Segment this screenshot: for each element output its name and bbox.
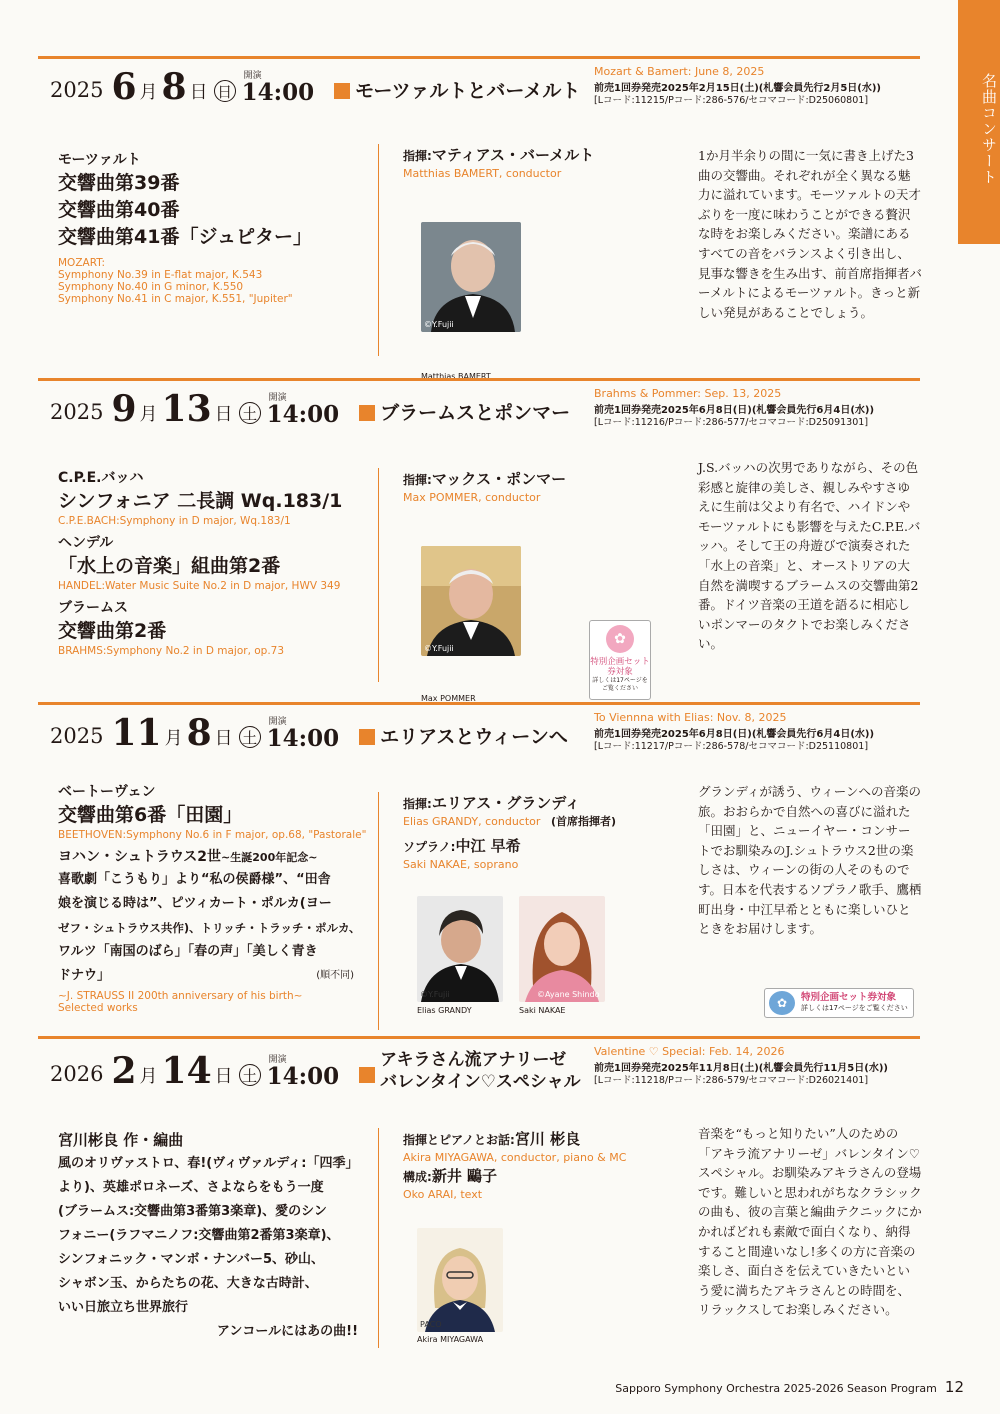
composer: C.P.E.バッハ bbox=[58, 470, 144, 486]
work-list-line: 風のオリヴァストロ、春!(ヴィヴァルディ:「四季」 bbox=[58, 1156, 359, 1171]
performer-name: マティアス・バーメルト bbox=[431, 146, 595, 164]
photo-caption: Saki NAKAE bbox=[519, 1006, 566, 1015]
page-number: 12 bbox=[944, 1378, 964, 1396]
day-of-week: 土 bbox=[239, 402, 261, 424]
concert-description: 1か月半余りの間に一気に書き上げた3曲の交響曲。それぞれが全く異なる魅力に溢れています。モーツァルトの天才ぶりを一度に味わうことができる贅沢な時をお楽しみください。楽譜にあるすべての音をバランスよく引き出し、見事な響きを生み出す、前首席指揮者バーメルトによるモーツァルト。きっと新しい発見があることでしょう。 bbox=[698, 148, 923, 320]
date-month: 6 bbox=[111, 66, 137, 108]
photo-caption: Elias GRANDY bbox=[417, 1006, 472, 1015]
work-title: 「水上の音楽」組曲第2番 bbox=[58, 555, 281, 577]
text-author-name-en: Oko ARAI, text bbox=[403, 1188, 483, 1201]
soprano-name-en: Saki NAKAE, soprano bbox=[403, 858, 519, 871]
photo-credit: PACO bbox=[420, 1320, 442, 1329]
ticket-sale-info: 前売1回券発売2025年6月8日(日)(札響会員先行6月4日(水)) bbox=[594, 729, 875, 740]
conductor-name bbox=[403, 792, 580, 815]
work-list-line: ワルツ「南国のばら」「春の声」「美しく青き bbox=[58, 944, 318, 959]
concert-title-en: To Viennna with Elias: Nov. 8, 2025 bbox=[594, 711, 787, 724]
ticket-sale-info: 前売1回券発売2025年6月8日(日)(札響会員先行6月4日(水)) bbox=[594, 405, 875, 416]
date-day: 13 bbox=[161, 388, 212, 430]
concert-header bbox=[38, 1036, 920, 1104]
work-title: 交響曲第2番 bbox=[58, 620, 167, 642]
photo-caption: Max POMMER bbox=[421, 694, 476, 703]
day-of-week: 土 bbox=[239, 1064, 261, 1086]
date-month: 11 bbox=[111, 712, 162, 754]
flower-badge-icon: ✿ bbox=[606, 625, 634, 653]
work-title-en: BRAHMS:Symphony No.2 in D major, op.73 bbox=[58, 645, 285, 657]
concert-section-1 bbox=[38, 56, 923, 381]
date-year: 2025 bbox=[50, 78, 104, 102]
work-list-line: シンフォニック・マンボ・ナンバー5、砂山、 bbox=[58, 1252, 324, 1267]
conductor-name-en-text: Elias GRANDY, conductor bbox=[403, 815, 541, 828]
soprano-name bbox=[403, 835, 580, 858]
concert-title: ブラームスとポンマー bbox=[380, 402, 571, 424]
concert-title: エリアスとウィーンへ bbox=[380, 726, 568, 748]
start-time: 14:00 bbox=[266, 1063, 340, 1090]
start-label: 開演 bbox=[268, 393, 287, 403]
work-title: シンフォニア 二長調 Wq.183/1 bbox=[58, 490, 343, 512]
performer-name: マックス・ポンマー bbox=[431, 470, 567, 488]
footer-text: Sapporo Symphony Orchestra 2025-2026 Season Program bbox=[615, 1382, 937, 1395]
date-month: 9 bbox=[111, 388, 137, 430]
month-unit: 月 bbox=[139, 82, 158, 103]
composer: ブラームス bbox=[58, 600, 128, 616]
date-year: 2025 bbox=[50, 400, 104, 424]
photo-caption: Akira MIYAGAWA bbox=[417, 1335, 484, 1344]
encore-note: アンコールにはあの曲!! bbox=[216, 1324, 358, 1339]
ticket-sale-info: 前売1回券発売2025年11月8日(土)(札響会員先行11月5日(水)) bbox=[594, 1063, 888, 1074]
concert-title: モーツァルトとバーメルト bbox=[355, 80, 581, 102]
conductor-photo bbox=[417, 1228, 503, 1332]
ticket-codes: [Lコード:11218/Pコード:286-579/セコマコード:D26021401] bbox=[594, 1075, 869, 1086]
composer: 宮川彬良 作・編曲 bbox=[58, 1131, 184, 1149]
concert-header bbox=[38, 702, 920, 770]
month-unit: 月 bbox=[164, 728, 183, 749]
work-list-line: 娘を演じる時は”、ピツィカート・ポルカ(ヨー bbox=[58, 896, 332, 911]
work-list-line: ゼフ・シュトラウス共作)、トリッチ・トラッチ・ポルカ、 bbox=[58, 921, 361, 935]
concert-description: 音楽を“もっと知りたい”人のための「アキラ流アナリーゼ」バレンタイン♡スペシャル。お馴染みアキラさんの登場です。難しいと思われがちなクラシックの曲も、彼の言葉と編曲テクニックにかかればどれも素敵で面白くなり、納得すること間違いなし!多くの方に音楽の楽しさ、面白さを伝えていきたいという愛に満ちたアキラさんとの時間を、リラックスしてお楽しみください。 bbox=[698, 1126, 922, 1318]
soprano-photo bbox=[519, 896, 605, 1002]
title-square-icon bbox=[359, 729, 375, 745]
concert-description: J.S.バッハの次男でありながら、その色彩感と旋律の美しさ、親しみやすさゆえに生前は父より有名で、ハイドンやモーツァルトにも影響を与えたC.P.E.バッハ。そして王の舟遊びで演奏された「水上の音楽」と、オーストリアの大自然を満喫するブラームスの交響曲第2番。ドイツ音楽の王道を語るに相応しいポンマーのタクトでお楽しみください。 bbox=[698, 460, 921, 652]
conductor-name-en: Akira MIYAGAWA, conductor, piano & MC bbox=[403, 1151, 627, 1164]
concert-header bbox=[38, 56, 920, 124]
work-list-line: より)、英雄ポロネーズ、さよならをもう一度 bbox=[58, 1180, 324, 1195]
concert-title-line: バレンタイン♡スペシャル bbox=[380, 1072, 581, 1092]
composer-name: ヨハン・シュトラウス2世 bbox=[58, 849, 222, 865]
performer-name: エリアス・グランディ bbox=[431, 794, 581, 812]
composer: ベートーヴェン bbox=[58, 784, 156, 800]
start-label: 開演 bbox=[243, 71, 262, 81]
conductor-photo bbox=[417, 896, 503, 1002]
work-title: 交響曲第40番 bbox=[58, 199, 180, 221]
work-list-line: フォニー(ラフマニノフ:交響曲第2番第3楽章)、 bbox=[58, 1228, 340, 1243]
work-title-en: Symphony No.40 in G minor, K.550 bbox=[58, 281, 244, 293]
date-day: 8 bbox=[186, 712, 212, 754]
work-title-en: HANDEL:Water Music Suite No.2 in D major, HWV 349 bbox=[58, 580, 341, 592]
day-unit: 日 bbox=[214, 728, 233, 749]
work-title: 交響曲第41番「ジュピター」 bbox=[58, 226, 313, 248]
conductor-role: (首席指揮者) bbox=[551, 815, 617, 828]
photo-caption: Matthias BAMERT bbox=[421, 372, 491, 381]
work-title: 交響曲第39番 bbox=[58, 172, 180, 194]
day-of-week: 日 bbox=[214, 80, 236, 102]
ticket-codes: [Lコード:11216/Pコード:286-577/セコマコード:D25091301] bbox=[594, 417, 869, 428]
photo-credit: ©Y.Fujii bbox=[424, 644, 454, 653]
ticket-codes: [Lコード:11217/Pコード:286-578/セコマコード:D25110801] bbox=[594, 741, 869, 752]
work-list-line: (ブラームス:交響曲第3番第3楽章)、愛のシン bbox=[58, 1204, 327, 1219]
role-label: 指揮とピアノとお話: bbox=[403, 1133, 515, 1147]
day-unit: 日 bbox=[214, 404, 233, 425]
composer: ヘンデル bbox=[58, 535, 114, 551]
date-day: 8 bbox=[161, 66, 187, 108]
start-label: 開演 bbox=[268, 1055, 287, 1065]
start-label: 開演 bbox=[268, 717, 287, 727]
title-square-icon bbox=[359, 405, 375, 421]
concert-description: グランディが誘う、ウィーンへの音楽の旅。おおらかで自然への喜びに溢れた「田園」と、ニューイヤー・コンサートでお馴染みのJ.シュトラウス2世の楽しさは、ウィーンの街の人そのものです。日本を代表するソプラノ歌手、鷹栖町出身・中江早希とともに楽しいひとときをお届けします。 bbox=[698, 784, 922, 937]
performer-name: 中江 早希 bbox=[455, 837, 521, 855]
composer-note: ~生誕200年記念~ bbox=[221, 851, 318, 864]
concert-title-en: Mozart & Bamert: June 8, 2025 bbox=[594, 65, 765, 78]
work-title-en: MOZART: bbox=[58, 257, 106, 269]
role-label: ソプラノ: bbox=[403, 840, 456, 854]
work-title-en: Selected works bbox=[58, 1002, 138, 1014]
text-author-name bbox=[403, 1165, 626, 1188]
badge-label: 特別企画セット券対象 bbox=[590, 657, 650, 677]
badge-note: 詳しくは17ページをご覧ください bbox=[592, 677, 648, 692]
concert-section-3 bbox=[38, 702, 920, 1034]
order-note: (順不同) bbox=[316, 970, 354, 981]
work-title-en: BEETHOVEN:Symphony No.6 in F major, op.68, "Pastorale" bbox=[58, 829, 367, 841]
month-unit: 月 bbox=[139, 404, 158, 425]
photo-credit: ©Y.Fujii bbox=[424, 320, 454, 329]
photo-credit: ©Ayane Shindo bbox=[537, 990, 600, 999]
conductor-name bbox=[403, 144, 594, 167]
concert-title-line: アキラさん流アナリーゼ bbox=[380, 1050, 567, 1070]
concert-header bbox=[38, 378, 920, 446]
day-unit: 日 bbox=[189, 82, 208, 103]
start-time: 14:00 bbox=[241, 79, 315, 106]
page-footer bbox=[615, 1378, 964, 1396]
performer-name: 宮川 彬良 bbox=[514, 1130, 581, 1148]
concert-title bbox=[380, 1049, 580, 1093]
date-year: 2026 bbox=[50, 1062, 104, 1086]
set-ticket-badge bbox=[764, 988, 914, 1018]
set-ticket-badge bbox=[589, 620, 651, 700]
ticket-sale-info: 前売1回券発売2025年2月15日(土)(札響会員先行2月5日(水)) bbox=[594, 83, 882, 94]
work-title-en: C.P.E.BACH:Symphony in D major, Wq.183/1 bbox=[58, 515, 291, 527]
concert-section-4 bbox=[38, 1036, 920, 1356]
work-title-en: Symphony No.39 in E-flat major, K.543 bbox=[58, 269, 263, 281]
performer-name: 新井 鷗子 bbox=[431, 1167, 498, 1185]
month-unit: 月 bbox=[139, 1066, 158, 1087]
work-list-line: シャボン玉、からたちの花、大きな古時計、 bbox=[58, 1276, 318, 1291]
work-title: 交響曲第6番「田園」 bbox=[58, 804, 243, 826]
role-label: 構成: bbox=[403, 1170, 432, 1184]
composer: モーツァルト bbox=[58, 152, 141, 168]
date-day: 14 bbox=[161, 1050, 212, 1092]
badge-label: 特別企画セット券対象 bbox=[801, 992, 897, 1003]
badge-note: 詳しくは17ページをご覧ください bbox=[801, 1004, 908, 1012]
work-list-line: いい日旅立ち世界旅行 bbox=[58, 1300, 189, 1315]
flower-badge-icon: ✿ bbox=[769, 991, 795, 1015]
day-of-week: 土 bbox=[239, 726, 261, 748]
work-list-line: ドナウ」 bbox=[58, 968, 111, 983]
conductor-name bbox=[403, 468, 566, 491]
category-tab: 名曲コンサート bbox=[958, 0, 1000, 244]
concert-title-en: Valentine ♡ Special: Feb. 14, 2026 bbox=[594, 1045, 785, 1058]
title-square-icon bbox=[359, 1067, 375, 1083]
conductor-name-en: Matthias BAMERT, conductor bbox=[403, 167, 562, 180]
start-time: 14:00 bbox=[266, 725, 340, 752]
date-month: 2 bbox=[111, 1050, 137, 1092]
composer bbox=[58, 847, 368, 868]
title-square-icon bbox=[334, 83, 350, 99]
work-list-line: 喜歌劇「こうもり」より“私の侯爵様”、“田舎 bbox=[58, 872, 331, 887]
work-title-en: ~J. STRAUSS II 200th anniversary of his birth~ bbox=[58, 990, 303, 1002]
date-year: 2025 bbox=[50, 724, 104, 748]
conductor-name-en: Max POMMER, conductor bbox=[403, 491, 541, 504]
conductor-photo bbox=[421, 222, 521, 332]
role-label: 指揮: bbox=[403, 797, 432, 811]
day-unit: 日 bbox=[214, 1066, 233, 1087]
concert-section-2 bbox=[38, 378, 921, 703]
photo-credit: ©Y.Fujii bbox=[420, 990, 450, 999]
conductor-name-en bbox=[403, 815, 617, 829]
conductor-name bbox=[403, 1128, 626, 1151]
role-label: 指揮: bbox=[403, 149, 432, 163]
work-title-en: Symphony No.41 in C major, K.551, "Jupiter" bbox=[58, 293, 293, 305]
concert-title-en: Brahms & Pommer: Sep. 13, 2025 bbox=[594, 387, 782, 400]
conductor-photo bbox=[421, 546, 521, 656]
ticket-codes: [Lコード:11215/Pコード:286-576/セコマコード:D25060801] bbox=[594, 95, 869, 106]
role-label: 指揮: bbox=[403, 473, 432, 487]
start-time: 14:00 bbox=[266, 401, 340, 428]
